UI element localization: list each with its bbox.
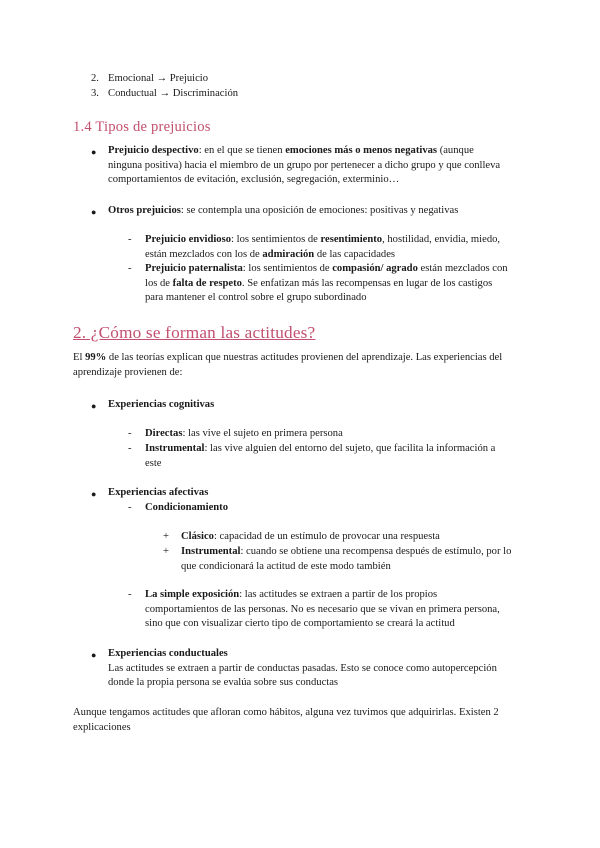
line: comportamientos de las personas. No es necesario que se vivan en primera persona, — [145, 603, 500, 615]
line: Prejuicio paternalista: los sentimientos de compasión/ agrado están mezclados con — [145, 263, 508, 274]
sub-instrumental-afectiva — [181, 545, 541, 574]
line: comportamientos de evitación, exclusión, segregación, exterminio… — [108, 174, 400, 185]
line: ninguna positiva) hacia el miembro de un grupo por pertenecer a dicho grupo y que conlleva — [108, 159, 501, 171]
experiencias-cognitivas-title: Experiencias cognitivas — [108, 399, 215, 410]
sub-instrumental-cognitiva — [145, 442, 535, 471]
sub-prejuicio-paternalista — [145, 262, 535, 306]
sub-clasico: Clásico: capacidad de un estímulo de provocar una respuesta — [181, 531, 440, 542]
line: La simple exposición: las actitudes se extraen a partir de los propios — [145, 589, 438, 600]
line: están mezclados con los de admiración de las capacidades — [145, 248, 396, 260]
line: Aunque tengamos actitudes que afloran como hábitos, alguna vez tuvimos que adquirirlas. Existen 2 — [73, 707, 499, 718]
bullet-icon: ● — [91, 207, 97, 217]
bullet-icon: ● — [91, 147, 97, 157]
numbered-item-3 — [91, 87, 99, 102]
dash-icon: - — [128, 443, 132, 454]
line: Prejuicio despectivo: en el que se tienen emociones más o menos negativas (aunque — [108, 145, 474, 156]
line: aprendizaje provienen de: — [73, 366, 183, 378]
experiencias-afectivas-title: Experiencias afectivas — [108, 487, 209, 498]
number: 2. — [91, 73, 99, 84]
bullet-otros-prejuicios: Otros prejuicios: se contempla una oposición de emociones: positivas y negativas — [108, 205, 459, 216]
section-heading-2: 2. ¿Cómo se forman las actitudes? — [73, 323, 316, 342]
plus-icon: + — [163, 531, 169, 542]
numbered-text-3: Conductual → Discriminación — [108, 88, 239, 99]
sub-directas: Directas: las vive el sujeto en primera persona — [145, 428, 343, 439]
numbered-item-2 — [91, 72, 99, 87]
line: donde la propia persona se evalúa sobre sus conductas — [108, 677, 339, 688]
sub-condicionamiento: Condicionamiento — [145, 502, 228, 513]
numbered-text-2: Emocional → Prejuicio — [108, 73, 209, 84]
line: este — [145, 457, 162, 469]
dash-icon: - — [128, 263, 132, 274]
experiencias-conductuales — [108, 647, 548, 691]
line: Instrumental: las vive alguien del entorno del sujeto, que facilita la información a — [145, 443, 496, 454]
dash-icon: - — [128, 234, 132, 245]
bullet-prejuicio-despectivo — [108, 144, 548, 188]
sub-prejuicio-envidioso — [145, 233, 535, 262]
line: para mantener el control sobre el grupo subordinado — [145, 292, 367, 303]
line: Prejuicio envidioso: los sentimientos de resentimiento, hostilidad, envidia, miedo, — [145, 234, 501, 245]
line: sino que con visualizar cierto tipo de comportamiento se creará la actitud — [145, 618, 455, 629]
line: explicaciones — [73, 721, 131, 733]
bullet-icon: ● — [91, 650, 97, 660]
line: Las actitudes se extraen a partir de conductas pasadas. Esto se conoce como autopercepción — [108, 662, 497, 674]
closing-paragraph — [73, 706, 553, 735]
line: Instrumental: cuando se obtiene una recompensa después de estímulo, por lo — [181, 546, 512, 557]
line: El 99% de las teorías explican que nuestras actitudes provienen del aprendizaje. Las experiencias del — [73, 352, 503, 363]
line: los de falta de respeto. Se enfatizan más las recompensas en lugar de los castigos — [145, 277, 493, 289]
section-heading-1-4: 1.4 Tipos de prejuicios — [73, 119, 211, 135]
line: que condicionará la actitud de este modo también — [181, 560, 391, 572]
line: Experiencias conductuales — [108, 648, 228, 659]
number: 3. — [91, 88, 99, 99]
dash-icon: - — [128, 428, 132, 439]
dash-icon: - — [128, 589, 132, 600]
bullet-icon: ● — [91, 401, 97, 411]
intro-paragraph — [73, 351, 553, 380]
sub-simple-exposicion — [145, 588, 535, 632]
dash-icon: - — [128, 502, 132, 513]
bullet-icon: ● — [91, 489, 97, 499]
plus-icon: + — [163, 546, 169, 557]
